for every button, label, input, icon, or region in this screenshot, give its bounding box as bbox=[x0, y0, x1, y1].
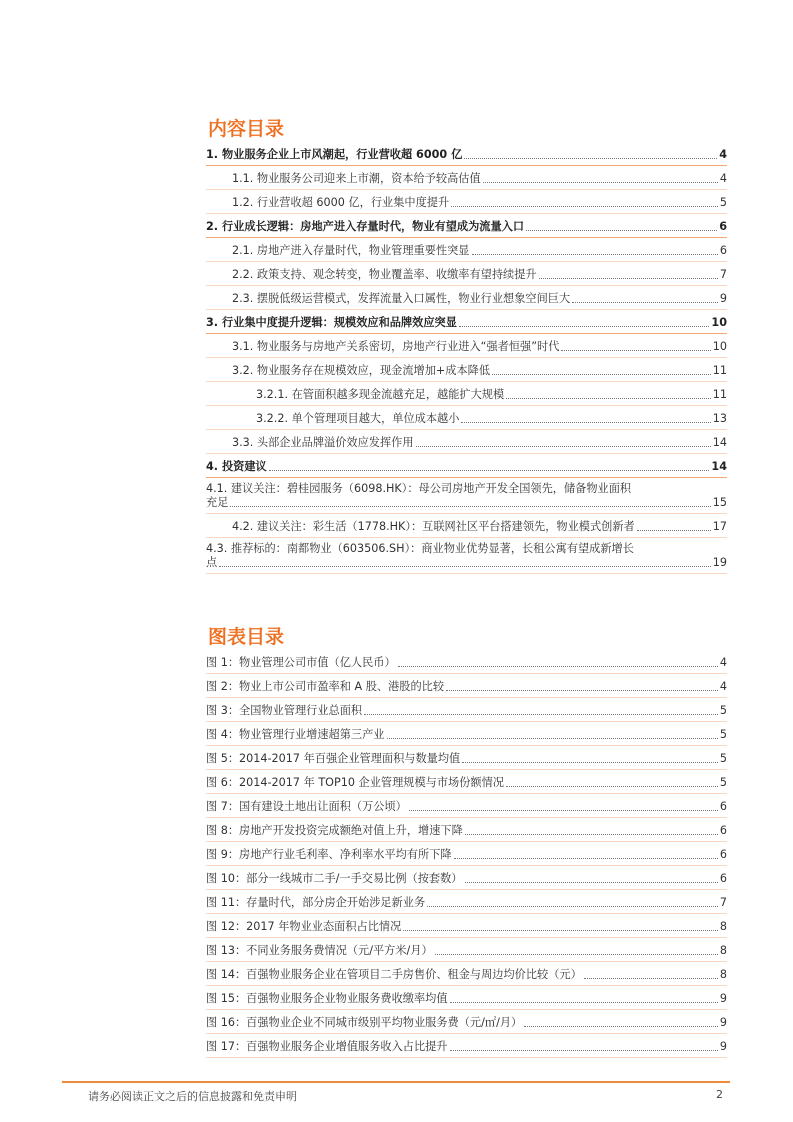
figure-entry[interactable] bbox=[206, 1010, 727, 1034]
toc-leader-dots bbox=[219, 566, 711, 567]
figure-entry[interactable] bbox=[206, 698, 727, 722]
page-number: 2 bbox=[716, 1088, 723, 1101]
toc-entry-title bbox=[206, 460, 267, 474]
toc-leader-dots bbox=[446, 690, 718, 691]
toc-leader-dots bbox=[472, 254, 718, 255]
toc-entry[interactable] bbox=[206, 538, 727, 574]
toc-leader-dots bbox=[561, 350, 710, 351]
figure-entry-text: 图 6：2014-2017 年 TOP10 企业管理规模与市场份额情况 bbox=[206, 776, 504, 789]
figure-entry-page: 8 bbox=[719, 944, 727, 957]
toc-entry-title bbox=[206, 316, 457, 330]
toc-entry-title bbox=[232, 244, 470, 258]
toc-leader-dots bbox=[459, 326, 710, 327]
toc-leader-dots bbox=[524, 1026, 718, 1027]
figure-entry[interactable] bbox=[206, 650, 727, 674]
figure-entry-page: 6 bbox=[719, 800, 727, 813]
figure-entry[interactable] bbox=[206, 770, 727, 794]
footer-divider bbox=[62, 1081, 730, 1083]
toc-entry-text: 在管面积越多现金流越充足，越能扩大规模 bbox=[291, 388, 505, 401]
toc-entry[interactable] bbox=[206, 334, 727, 358]
toc-entry[interactable] bbox=[206, 430, 727, 454]
figure-entry-text: 图 3：全国物业管理行业总面积 bbox=[206, 704, 363, 717]
figure-entry-page: 7 bbox=[719, 896, 727, 909]
toc-entry-number: 3. bbox=[206, 316, 219, 329]
figure-entry-page: 9 bbox=[719, 1040, 727, 1053]
toc-leader-dots bbox=[584, 978, 718, 979]
figure-entry-text: 图 17：百强物业服务企业增值服务收入占比提升 bbox=[206, 1040, 448, 1053]
toc-entry-title bbox=[232, 268, 537, 282]
toc-entry-text: 行业集中度提升逻辑：规模效应和品牌效应突显 bbox=[221, 316, 457, 329]
toc-entry-text: 头部企业品牌溢价效应发挥作用 bbox=[256, 436, 414, 449]
toc-entry-page: 19 bbox=[712, 556, 727, 569]
toc-entry[interactable] bbox=[206, 142, 727, 166]
toc-entry-title bbox=[206, 220, 524, 234]
toc-entry-text: 投资建议 bbox=[221, 460, 267, 473]
figure-entry-page: 5 bbox=[719, 728, 727, 741]
toc-entry[interactable] bbox=[206, 406, 727, 430]
toc-entry-page: 10 bbox=[712, 340, 727, 353]
figure-entry[interactable] bbox=[206, 842, 727, 866]
toc-entry-text: 物业服务与房地产关系密切，房地产行业进入“强者恒强”时代 bbox=[256, 340, 560, 353]
toc-leader-dots bbox=[539, 278, 718, 279]
toc-entry[interactable] bbox=[206, 478, 727, 514]
toc-entry-title bbox=[232, 292, 570, 306]
toc-entry-title bbox=[206, 148, 462, 162]
toc-entry[interactable] bbox=[206, 214, 727, 238]
toc-entry-page: 14 bbox=[711, 460, 727, 473]
toc-entry-text: 推荐标的：南都物业（603506.SH）：商业物业优势显著，长租公寓有望成新增长 bbox=[230, 542, 634, 555]
toc-leader-dots bbox=[465, 882, 718, 883]
figure-entry[interactable] bbox=[206, 1034, 727, 1058]
toc-entry-number: 1.2. bbox=[232, 196, 254, 209]
toc-entry-page: 11 bbox=[712, 388, 727, 401]
toc-entry-number: 4.1. bbox=[206, 482, 228, 495]
contents-heading: 内容目录 bbox=[208, 118, 285, 140]
figure-entry[interactable] bbox=[206, 914, 727, 938]
toc-leader-dots bbox=[364, 714, 718, 715]
toc-entry-number: 2. bbox=[206, 220, 219, 233]
figures-heading: 图表目录 bbox=[208, 626, 285, 648]
toc-entry-title bbox=[232, 196, 449, 210]
toc-leader-dots bbox=[398, 666, 718, 667]
figure-entry-text: 图 13：不同业务服务费情况（元/平方米/月） bbox=[206, 944, 433, 957]
figure-entry[interactable] bbox=[206, 938, 727, 962]
toc-entry-title bbox=[232, 520, 635, 534]
toc-entry-page: 7 bbox=[719, 268, 727, 281]
toc-leader-dots bbox=[483, 182, 718, 183]
toc-entry-number: 4.2. bbox=[232, 520, 254, 533]
figure-entry-page: 5 bbox=[719, 776, 727, 789]
toc-entry-page: 17 bbox=[712, 520, 727, 533]
toc-entry-line bbox=[206, 496, 727, 510]
toc-entry-number: 2.2. bbox=[232, 268, 254, 281]
figures-toc bbox=[206, 650, 727, 1058]
toc-entry-number: 2.1. bbox=[232, 244, 254, 257]
toc-entry-line bbox=[206, 482, 727, 496]
toc-entry-text: 摆脱低级运营模式，发挥流量入口属性，物业行业想象空间巨大 bbox=[256, 292, 571, 305]
figure-entry-text: 图 5：2014-2017 年百强企业管理面积与数量均值 bbox=[206, 752, 461, 765]
toc-entry-page: 4 bbox=[719, 148, 727, 161]
toc-entry-text-continued: 充足 bbox=[206, 496, 229, 509]
toc-entry[interactable] bbox=[206, 238, 727, 262]
toc-entry-number: 1. bbox=[206, 148, 219, 161]
toc-leader-dots bbox=[269, 470, 710, 471]
toc-entry-text: 物业服务存在规模效应，现金流增加+成本降低 bbox=[256, 364, 491, 377]
figure-entry-page: 6 bbox=[719, 872, 727, 885]
toc-entry-text: 房地产进入存量时代，物业管理重要性突显 bbox=[256, 244, 470, 257]
figure-entry[interactable] bbox=[206, 746, 727, 770]
figure-entry-page: 8 bbox=[719, 968, 727, 981]
figure-entry-page: 9 bbox=[719, 1016, 727, 1029]
toc-leader-dots bbox=[387, 738, 718, 739]
toc-entry-text: 单个管理项目越大，单位成本越小 bbox=[291, 412, 460, 425]
toc-leader-dots bbox=[450, 1050, 718, 1051]
toc-leader-dots bbox=[454, 858, 718, 859]
toc-entry-page: 5 bbox=[719, 196, 727, 209]
toc-leader-dots bbox=[572, 302, 718, 303]
toc-leader-dots bbox=[230, 506, 710, 507]
toc-entry-title bbox=[256, 412, 459, 426]
figure-entry-text: 图 12：2017 年物业业态面积占比情况 bbox=[206, 920, 402, 933]
toc-entry[interactable] bbox=[206, 382, 727, 406]
figure-entry-text: 图 4：物业管理行业增速超第三产业 bbox=[206, 728, 385, 741]
toc-entry-number: 4. bbox=[206, 460, 219, 473]
toc-leader-dots bbox=[416, 446, 711, 447]
toc-leader-dots bbox=[461, 422, 710, 423]
toc-entry-title bbox=[232, 436, 414, 450]
toc-entry-number: 3.1. bbox=[232, 340, 254, 353]
figure-entry-page: 4 bbox=[719, 680, 727, 693]
toc-leader-dots bbox=[435, 954, 718, 955]
figure-entry[interactable] bbox=[206, 890, 727, 914]
toc-leader-dots bbox=[526, 230, 717, 231]
toc-entry-title bbox=[232, 340, 559, 354]
toc-entry-page: 13 bbox=[712, 412, 727, 425]
figure-entry[interactable] bbox=[206, 986, 727, 1010]
toc-leader-dots bbox=[492, 374, 711, 375]
figure-entry-text: 图 2：物业上市公司市盈率和 A 股、港股的比较 bbox=[206, 680, 445, 693]
toc-leader-dots bbox=[465, 834, 718, 835]
toc-entry-number: 3.2. bbox=[232, 364, 254, 377]
figure-entry-text: 图 10：部分一线城市二手/一手交易比例（按套数） bbox=[206, 872, 463, 885]
toc-entry[interactable] bbox=[206, 262, 727, 286]
toc-entry-page: 9 bbox=[719, 292, 727, 305]
toc-entry-page: 10 bbox=[711, 316, 727, 329]
figure-entry-text: 图 14：百强物业服务企业在管项目二手房售价、租金与周边均价比较（元） bbox=[206, 968, 582, 981]
figure-entry[interactable] bbox=[206, 962, 727, 986]
footer-disclaimer: 请务必阅读正文之后的信息披露和免责申明 bbox=[88, 1090, 297, 1103]
toc-leader-dots bbox=[462, 762, 718, 763]
toc-entry-text: 建议关注：碧桂园服务（6098.HK）：母公司房地产开发全国领先，储备物业面积 bbox=[230, 482, 632, 495]
toc-entry-title bbox=[232, 364, 490, 378]
figure-entry-text: 图 9：房地产行业毛利率、净利率水平均有所下降 bbox=[206, 848, 452, 861]
toc-entry[interactable] bbox=[206, 454, 727, 478]
toc-entry-title bbox=[232, 172, 481, 186]
toc-entry[interactable] bbox=[206, 310, 727, 334]
toc-entry-line bbox=[206, 542, 727, 556]
toc-leader-dots bbox=[403, 930, 718, 931]
toc-entry[interactable] bbox=[206, 190, 727, 214]
figure-entry[interactable] bbox=[206, 866, 727, 890]
toc-entry-text: 行业成长逻辑：房地产进入存量时代，物业有望成为流量入口 bbox=[221, 220, 525, 233]
toc-leader-dots bbox=[450, 1002, 718, 1003]
figure-entry-text: 图 7：国有建设土地出让面积（万公顷） bbox=[206, 800, 407, 813]
toc-leader-dots bbox=[427, 906, 718, 907]
toc-entry-number: 3.2.1. bbox=[256, 388, 289, 401]
toc-leader-dots bbox=[464, 158, 717, 159]
toc-entry-text: 物业服务企业上市风潮起，行业营收超 6000 亿 bbox=[221, 148, 463, 161]
toc-leader-dots bbox=[451, 206, 718, 207]
toc-entry[interactable] bbox=[206, 358, 727, 382]
toc-entry-number: 4.3. bbox=[206, 542, 228, 555]
toc-entry-page: 15 bbox=[712, 496, 727, 509]
toc-entry-text: 物业服务公司迎来上市潮，资本给予较高估值 bbox=[256, 172, 481, 185]
toc-entry-page: 6 bbox=[719, 220, 727, 233]
figure-entry[interactable] bbox=[206, 674, 727, 698]
figure-entry-page: 6 bbox=[719, 848, 727, 861]
figure-entry-text: 图 16：百强物业企业不同城市级别平均物业服务费（元/㎡/月） bbox=[206, 1016, 523, 1029]
toc-entry[interactable] bbox=[206, 286, 727, 310]
toc-entry-line bbox=[206, 556, 727, 570]
toc-entry-text-continued: 点 bbox=[206, 556, 218, 569]
toc-entry-text: 建议关注：彩生活（1778.HK）：互联网社区平台搭建领先，物业模式创新者 bbox=[256, 520, 635, 533]
figure-entry-page: 6 bbox=[719, 824, 727, 837]
figure-entry[interactable] bbox=[206, 722, 727, 746]
figure-entry-page: 8 bbox=[719, 920, 727, 933]
toc-entry-page: 11 bbox=[712, 364, 727, 377]
toc-entry-text: 政策支持、观念转变，物业覆盖率、收缴率有望持续提升 bbox=[256, 268, 537, 281]
contents-toc bbox=[206, 142, 727, 574]
toc-entry[interactable] bbox=[206, 166, 727, 190]
toc-entry-number: 3.3. bbox=[232, 436, 254, 449]
figure-entry-page: 5 bbox=[719, 752, 727, 765]
figure-entry[interactable] bbox=[206, 794, 727, 818]
toc-entry-page: 4 bbox=[719, 172, 727, 185]
figure-entry-text: 图 15：百强物业服务企业物业服务费收缴率均值 bbox=[206, 992, 448, 1005]
toc-leader-dots bbox=[506, 786, 718, 787]
toc-entry-number: 1.1. bbox=[232, 172, 254, 185]
toc-entry-number: 3.2.2. bbox=[256, 412, 289, 425]
figure-entry-page: 9 bbox=[719, 992, 727, 1005]
toc-leader-dots bbox=[506, 398, 711, 399]
figure-entry-text: 图 1：物业管理公司市值（亿人民币） bbox=[206, 656, 396, 669]
toc-entry-number: 2.3. bbox=[232, 292, 254, 305]
figure-entry-page: 4 bbox=[719, 656, 727, 669]
toc-entry[interactable] bbox=[206, 514, 727, 538]
figure-entry-page: 5 bbox=[719, 704, 727, 717]
toc-entry-title bbox=[256, 388, 504, 402]
toc-leader-dots bbox=[637, 530, 711, 531]
toc-entry-page: 14 bbox=[712, 436, 727, 449]
toc-leader-dots bbox=[409, 810, 718, 811]
figure-entry[interactable] bbox=[206, 818, 727, 842]
toc-entry-page: 6 bbox=[719, 244, 727, 257]
toc-entry-text: 行业营收超 6000 亿，行业集中度提升 bbox=[256, 196, 450, 209]
figure-entry-text: 图 8：房地产开发投资完成额绝对值上升，增速下降 bbox=[206, 824, 463, 837]
figure-entry-text: 图 11：存量时代，部分房企开始涉足新业务 bbox=[206, 896, 426, 909]
